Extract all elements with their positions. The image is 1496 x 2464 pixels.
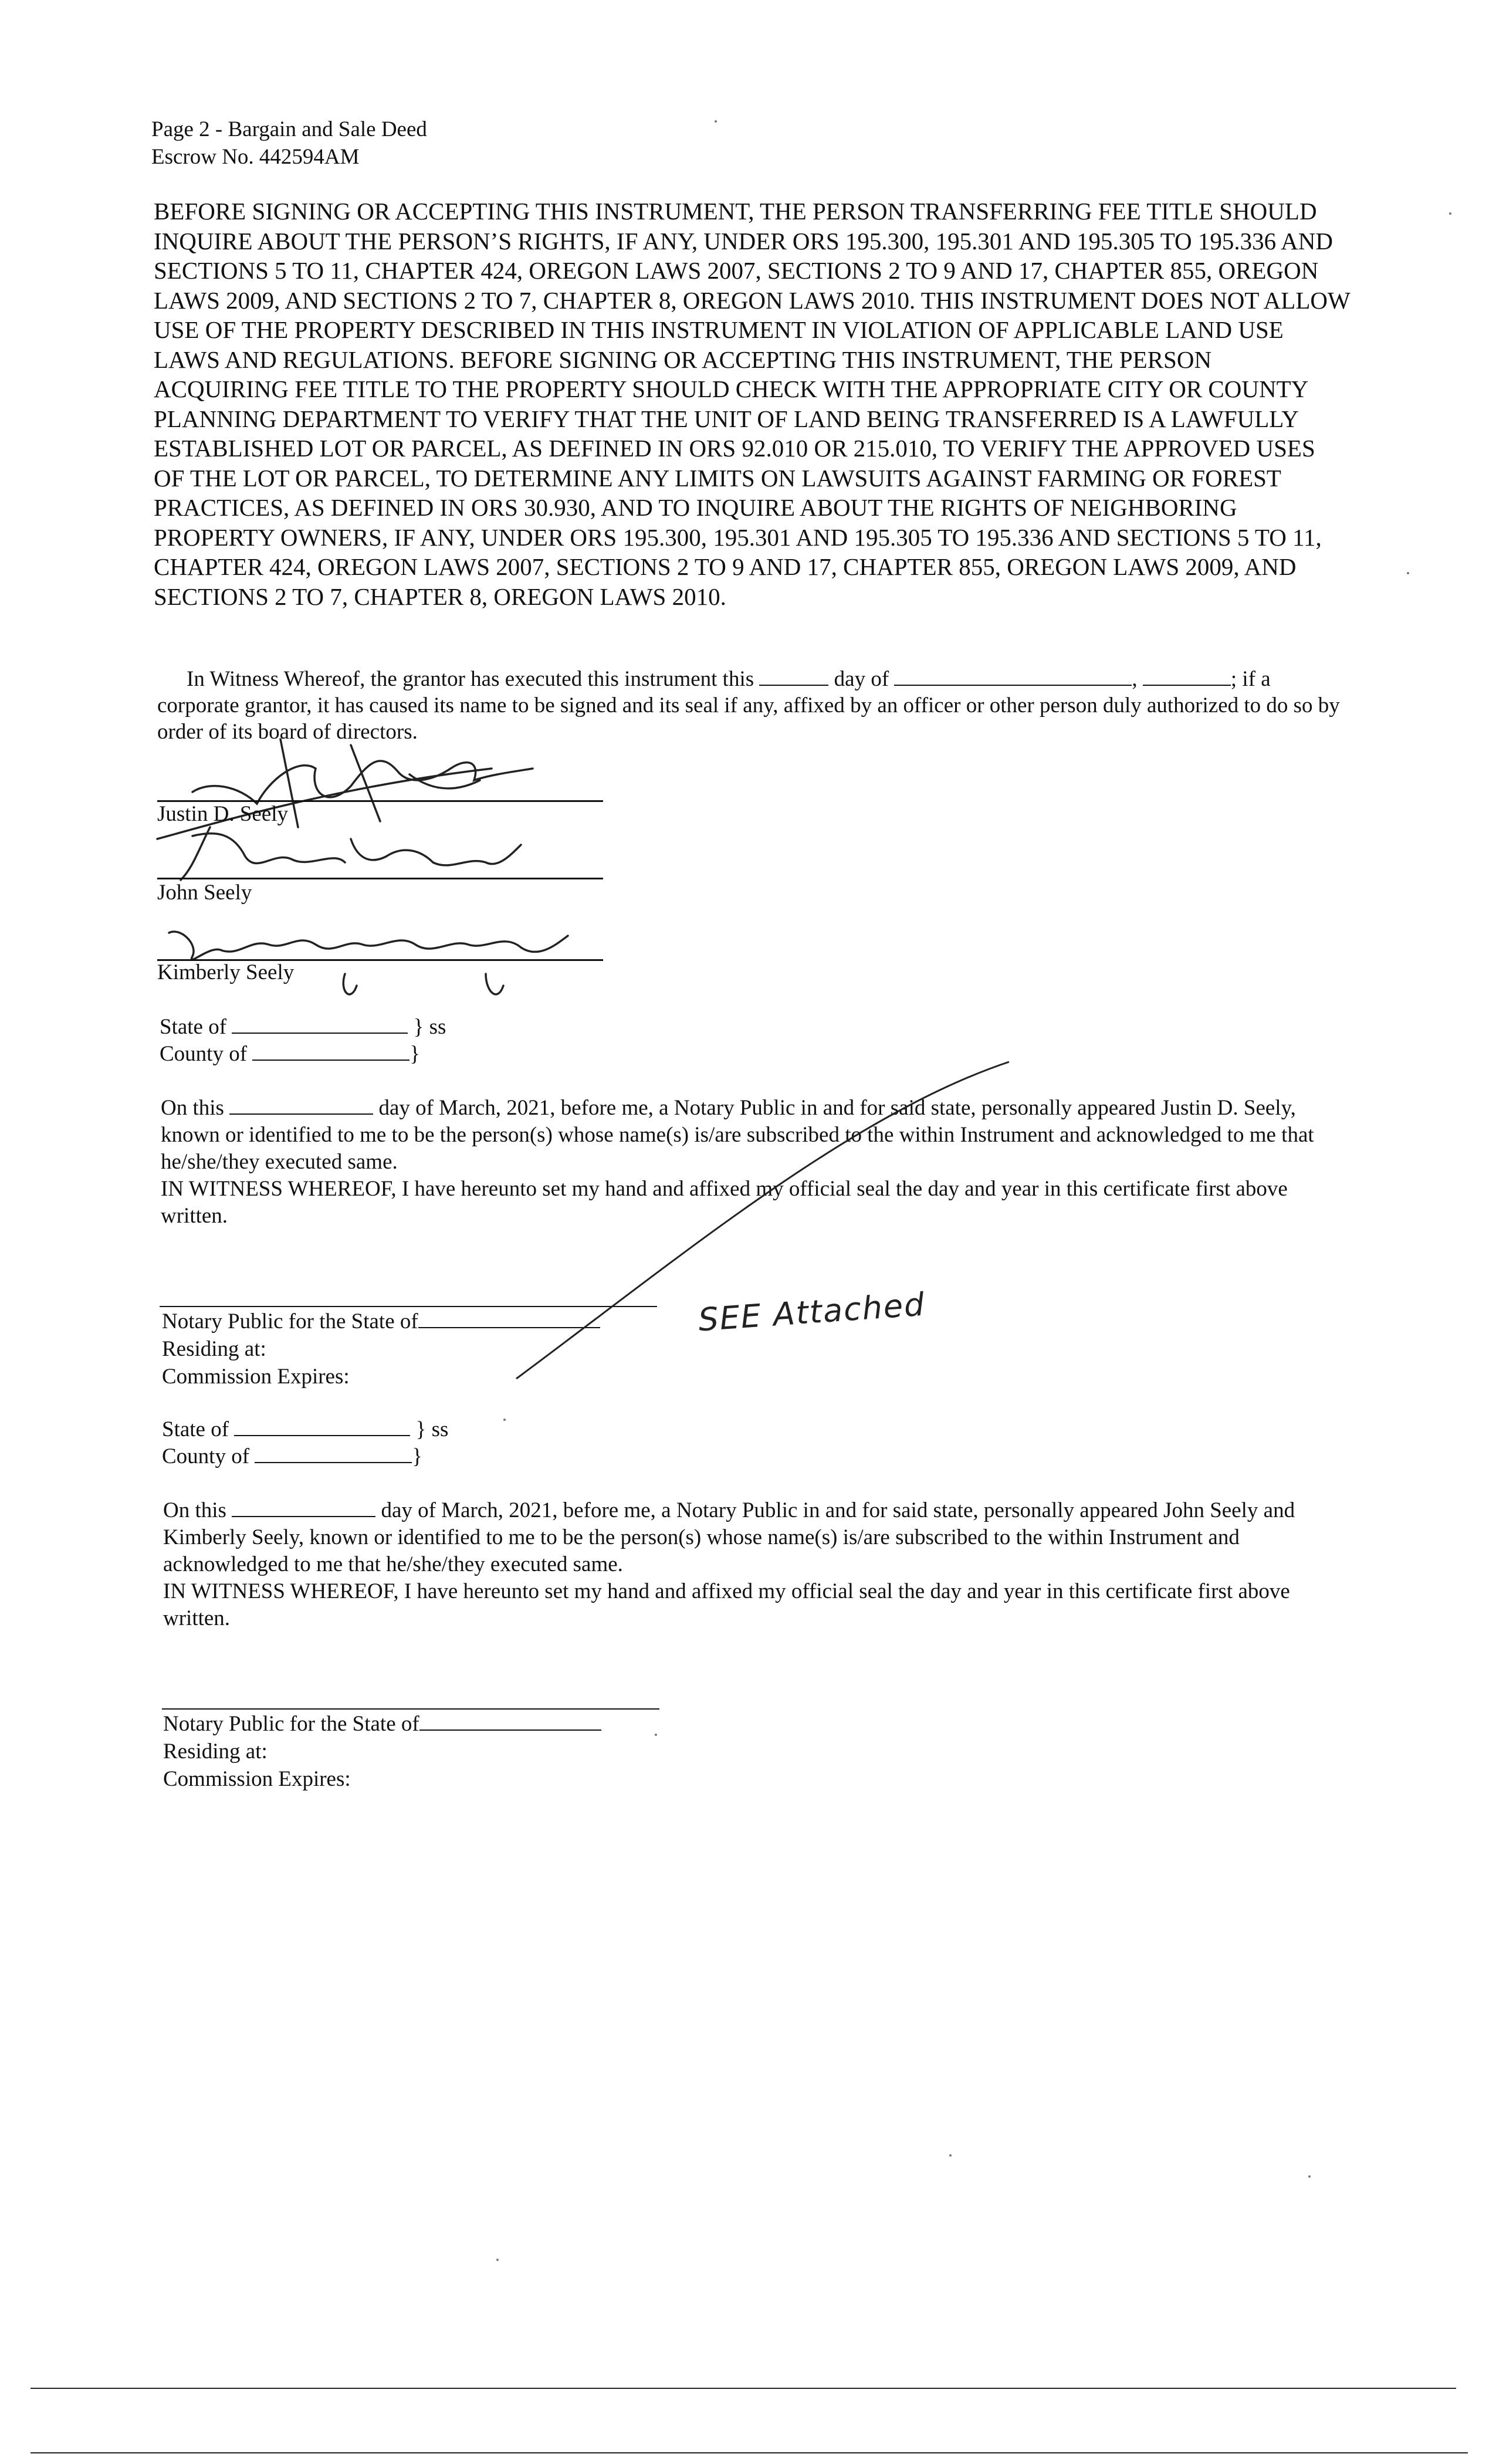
signer-name-kimberly: Kimberly Seely (157, 960, 295, 984)
scan-speck (1449, 212, 1451, 215)
notary2-signature-line (162, 1708, 659, 1710)
scan-speck (503, 1419, 506, 1421)
witness-clause-text-2: day of (834, 667, 889, 691)
notary1-state-row: State of } ss (160, 1015, 446, 1039)
notary1-residing: Residing at: (162, 1337, 266, 1361)
scan-speck (715, 120, 717, 123)
notary2-acknowledgment: On this day of March, 2021, before me, a Notary Public in and for said state, personally appeared John Seely and Kimberly Seely, known or identified to me to be the person(s) whose name(s) is/are subscribed to the within Instrument and acknowledged to me that he/she/they executed same. (163, 1498, 1295, 1576)
notary2-in-witness: IN WITNESS WHEREOF, I have hereunto set my hand and affixed my official seal the day and year in this certificate first above written. (163, 1579, 1290, 1630)
handwritten-see-attached: SEE Attached (697, 1285, 927, 1339)
escrow-number: Escrow No. 442594AM (151, 145, 360, 169)
witness-clause-text-3: , (1132, 667, 1138, 691)
land-use-disclaimer: BEFORE SIGNING OR ACCEPTING THIS INSTRUMENT, THE PERSON TRANSFERRING FEE TITLE SHOULD INQUIRE ABOUT THE PERSON’S RIGHTS, IF ANY, UNDER ORS 195.300, 195.301 AND 195.305 TO 195.336 AND SECTIONS 5 TO 11, CHAPTER 424, OREGON LAWS 2007, SECTIONS 2 TO 9 AND 17, CHAPTER 855, OREGON LAWS 2009, AND SECTIONS 2 TO 7, CHAPTER 8, OREGON LAWS 2010. THIS INSTRUMENT DOES NOT ALLOW USE OF THE PROPERTY DESCRIBED IN THIS INSTRUMENT IN VIOLATION OF APPLICABLE LAND USE LAWS AND REGULATIONS. BEFORE SIGNING OR ACCEPTING THIS INSTRUMENT, THE PERSON ACQUIRING FEE TITLE TO THE PROPERTY SHOULD CHECK WITH THE APPROPRIATE CITY OR COUNTY PLANNING DEPARTMENT TO VERIFY THAT THE UNIT OF LAND BEING TRANSFERRED IS A LAWFULLY ESTABLISHED LOT OR PARCEL, AS DEFINED IN ORS 92.010 OR 215.010, TO VERIFY THE APPROVED USES OF THE LOT OR PARCEL, TO DETERMINE ANY LIMITS ON LAWSUITS AGAINST FARMING OR FOREST PRACTICES, AS DEFINED IN ORS 30.930, AND TO INQUIRE ABOUT THE RIGHTS OF NEIGHBORING PROPERTY OWNERS, IF ANY, UNDER ORS 195.300, 195.301 AND 195.305 TO 195.336 AND SECTIONS 5 TO 11, CHAPTER 424, OREGON LAWS 2007, SECTIONS 2 TO 9 AND 17, CHAPTER 855, OREGON LAWS 2009, AND SECTIONS 2 TO 7, CHAPTER 8, OREGON LAWS 2010. (154, 198, 1350, 610)
notary2-state-blank[interactable] (234, 1417, 410, 1436)
notary1-acknowledgment: On this day of March, 2021, before me, a Notary Public in and for said state, personally appeared Justin D. Seely, known or identified to me to be the person(s) whose name(s) is/are subscribed to the within Instrument and acknowledged to me that he/she/they executed same. (161, 1096, 1314, 1174)
witness-clause-text-4: ; if a corporate grantor, it has caused its name to be signed and its seal if any, affixed by an officer or other person duly authorized to do so by order of its board of directors. (157, 667, 1340, 744)
notary1-county-row: County of } (160, 1042, 421, 1066)
scan-speck (496, 2259, 499, 2261)
scan-speck (1308, 2175, 1311, 2178)
notary2-state-row: State of } ss (162, 1417, 449, 1441)
scan-speck (655, 1734, 657, 1736)
witness-clause-text-1: In Witness Whereof, the grantor has executed this instrument this (187, 667, 754, 691)
scan-speck (949, 2154, 952, 2157)
notary2-state-of-row: Notary Public for the State of (163, 1711, 601, 1738)
bottom-rule-1 (31, 2388, 1456, 2389)
page-title: Page 2 - Bargain and Sale Deed (151, 117, 427, 141)
notary2-public-state-blank[interactable] (419, 1712, 601, 1731)
notary2-residing: Residing at: (163, 1739, 268, 1764)
bottom-rule-2 (31, 2452, 1468, 2453)
notary2-county-row: County of } (162, 1444, 423, 1468)
signer-name-john: John Seely (157, 881, 252, 905)
notary2-day-blank[interactable] (232, 1498, 375, 1517)
notary2-county-blank[interactable] (255, 1444, 412, 1463)
signer-name-justin: Justin D. Seely (157, 802, 289, 826)
scan-speck (1407, 572, 1409, 574)
notary1-commission: Commission Expires: (162, 1365, 350, 1389)
notary1-in-witness: IN WITNESS WHEREOF, I have hereunto set my hand and affixed my official seal the day and year in this certificate first above written. (161, 1177, 1288, 1228)
notary2-commission: Commission Expires: (163, 1767, 351, 1791)
notary1-state-of-row: Notary Public for the State of (162, 1308, 600, 1335)
